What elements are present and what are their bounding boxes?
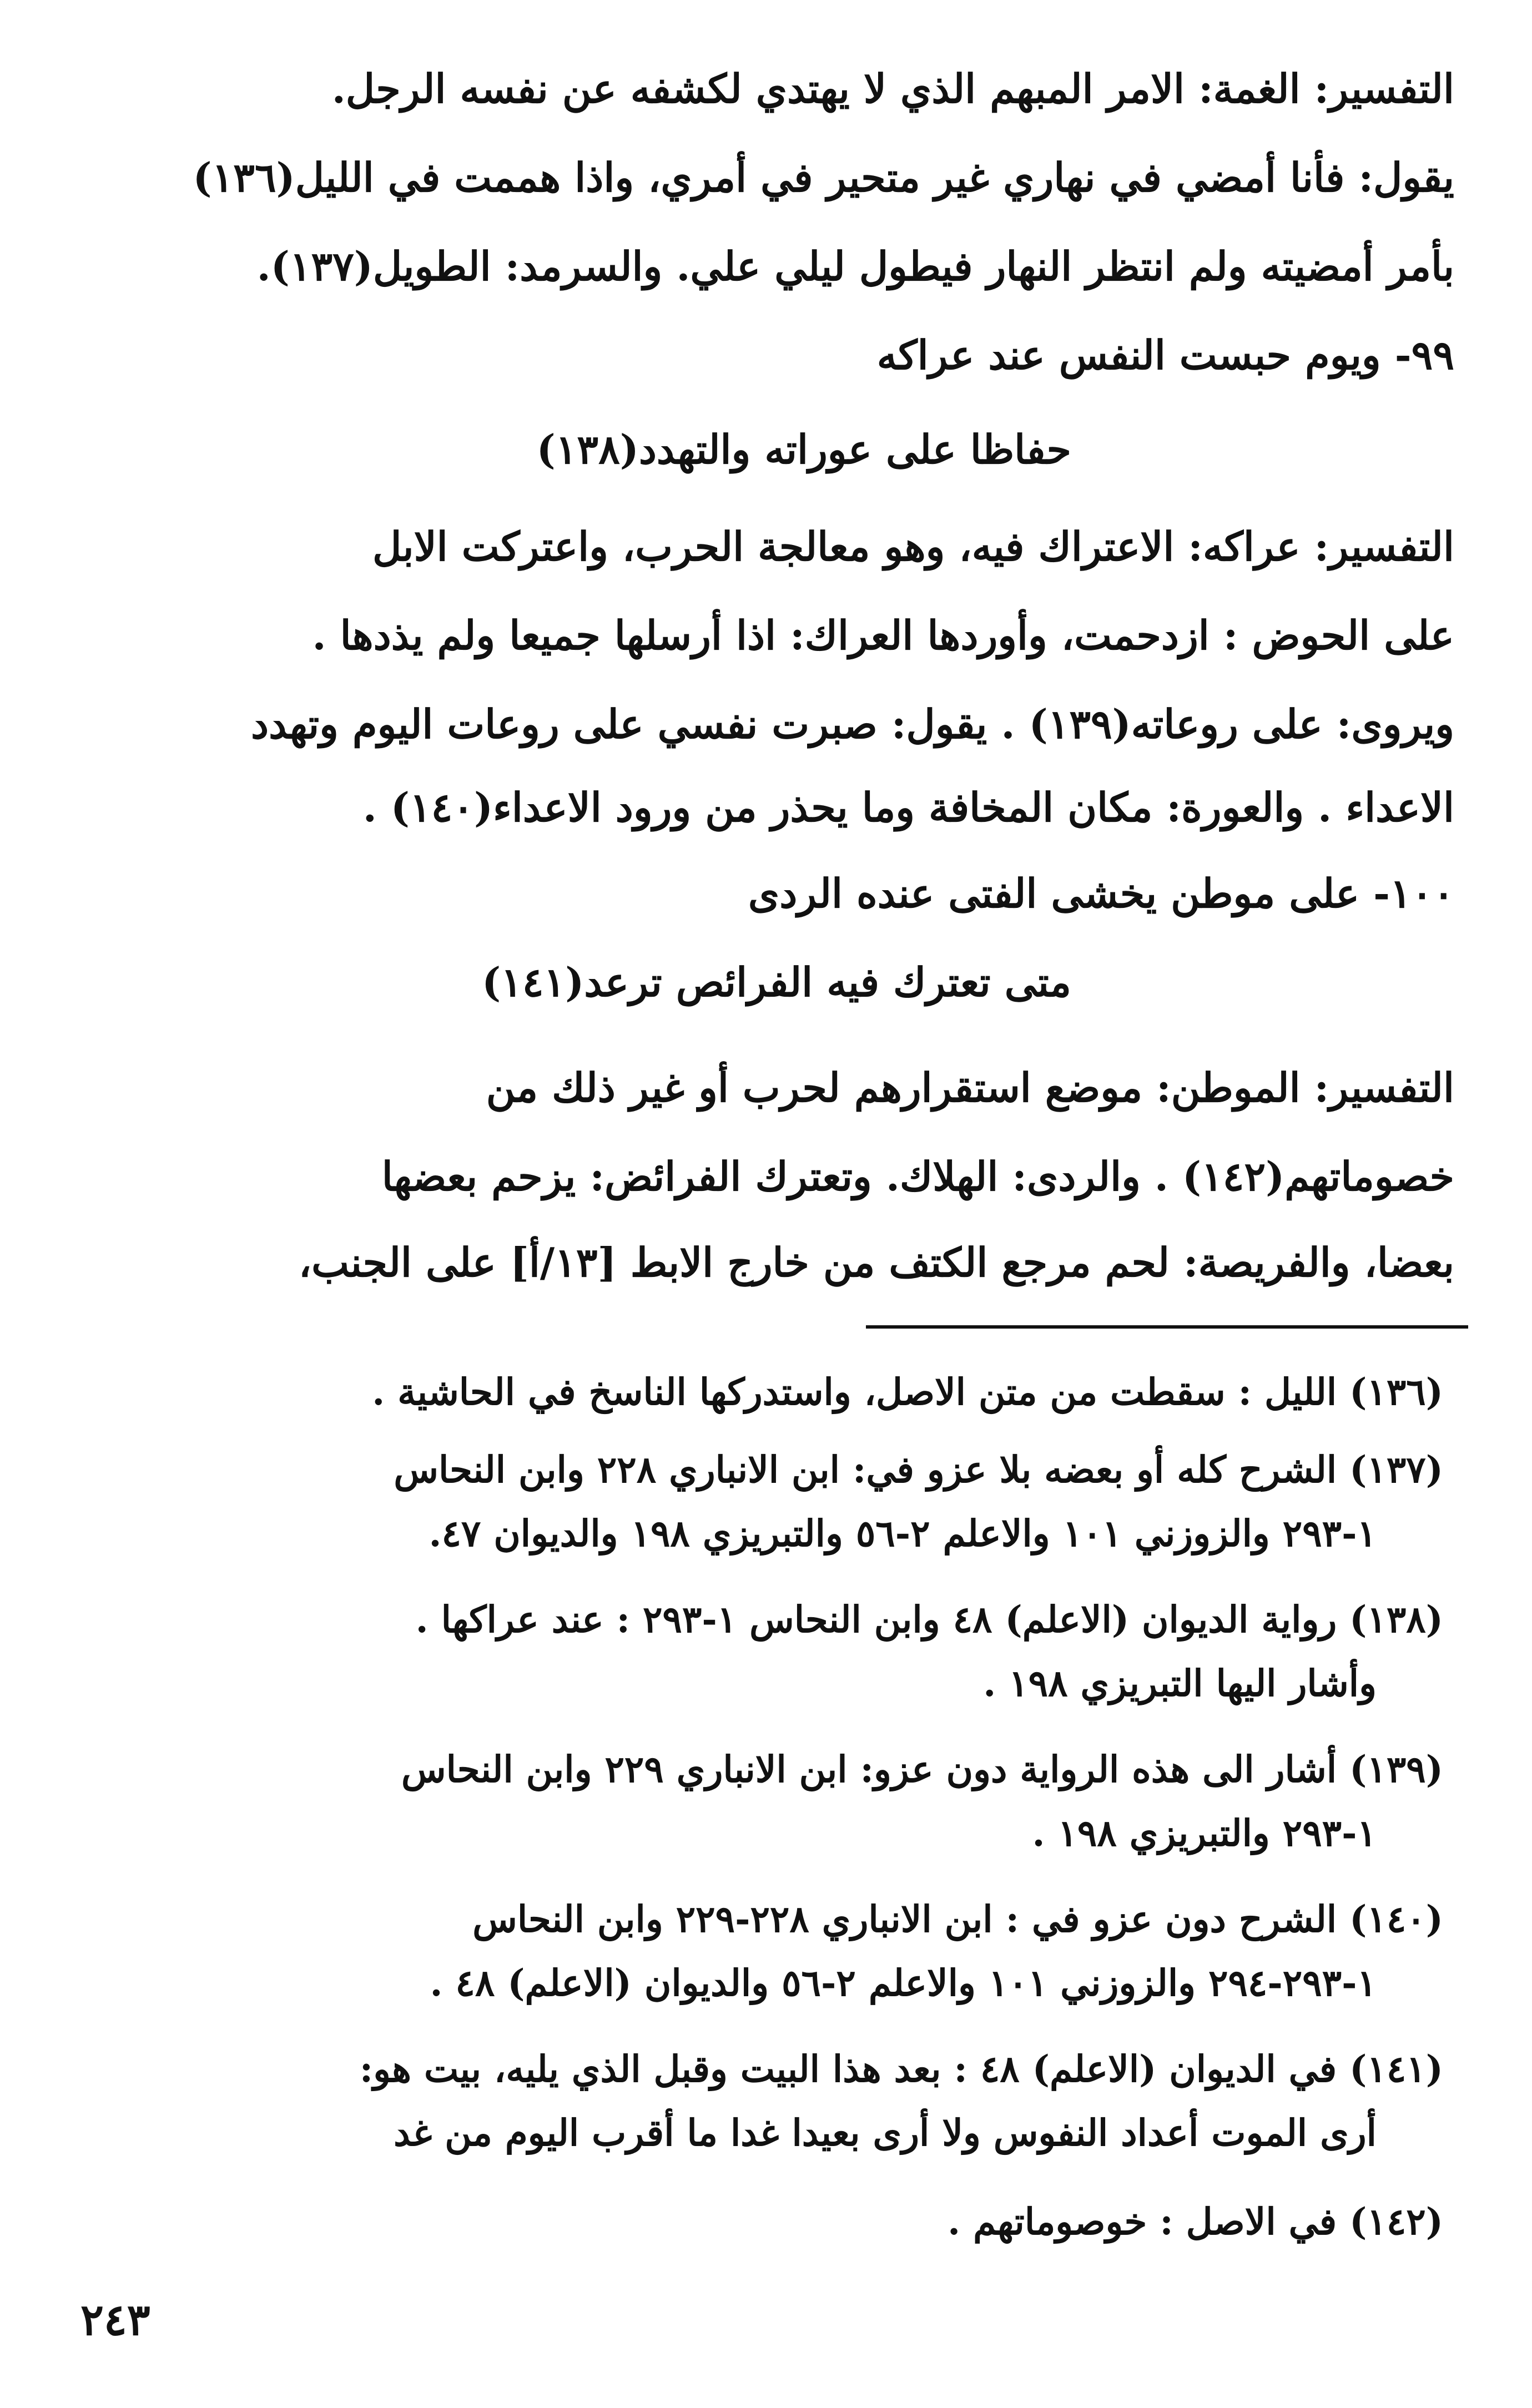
verse-line: ٩٩- ويوم حبست النفس عند عراكه xyxy=(876,331,1454,378)
body-line: التفسير: الموطن: موضع استقرارهم لحرب أو غير ذلك من xyxy=(486,1064,1454,1111)
footnote-139-cont: ١-٢٩٣ والتبريزي ١٩٨ . xyxy=(1032,1811,1377,1855)
body-line: التفسير: الغمة: الامر المبهم الذي لا يهتدي لكشفه عن نفسه الرجل. xyxy=(331,65,1454,112)
body-line: على الحوض : ازدحمت، وأوردها العراك: اذا أرسلها جميعا ولم يذدها . xyxy=(312,612,1454,659)
footnote-141-verse: أرى الموت أعداد النفوس ولا أرى بعيدا غدا ما أقرب اليوم من غد xyxy=(394,2111,1377,2154)
body-line: يقول: فأنا أمضي في نهاري غير متحير في أمري، واذا هممت في الليل(١٣٦) xyxy=(193,154,1454,201)
verse-line: متى تعترك فيه الفرائص ترعد(١٤١) xyxy=(482,958,1071,1006)
footnote-137: (١٣٧) الشرح كله أو بعضه بلا عزو في: ابن الانباري ٢٢٨ وابن النحاس xyxy=(394,1448,1443,1491)
footnote-139: (١٣٩) أشار الى هذه الرواية دون عزو: ابن الانباري ٢٢٩ وابن النحاس xyxy=(401,1748,1443,1791)
footnote-137-cont: ١-٢٩٣ والزوزني ١٠١ والاعلم ٢-٥٦ والتبريزي ١٩٨ والديوان ٤٧. xyxy=(429,1512,1377,1555)
body-line: خصوماتهم(١٤٢) . والردى: الهلاك. وتعترك الفرائض: يزحم بعضها xyxy=(381,1153,1454,1200)
footnote-separator xyxy=(866,1325,1468,1329)
footnote-138-cont: وأشار اليها التبريزي ١٩٨ . xyxy=(983,1662,1377,1705)
footnote-141: (١٤١) في الديوان (الاعلم) ٤٨ : بعد هذا البيت وقبل الذي يليه، بيت هو: xyxy=(359,2047,1443,2091)
body-line: الاعداء . والعورة: مكان المخافة وما يحذر من ورود الاعداء(١٤٠) . xyxy=(362,784,1454,831)
footnote-136: (١٣٦) الليل : سقطت من متن الاصل، واستدركها الناسخ في الحاشية . xyxy=(372,1370,1443,1413)
verse-line: حفاظا على عوراته والتهدد(١٣٨) xyxy=(536,426,1071,473)
body-line: بأمر أمضيته ولم انتظر النهار فيطول ليلي علي. والسرمد: الطويل(١٣٧). xyxy=(256,243,1454,290)
footnote-142: (١٤٢) في الاصل : خوصوماتهم . xyxy=(948,2200,1443,2243)
footnote-140: (١٤٠) الشرح دون عزو في : ابن الانباري ٢٢٨-٢٢٩ وابن النحاس xyxy=(472,1897,1443,1941)
body-line: التفسير: عراكه: الاعتراك فيه، وهو معالجة الحرب، واعتركت الابل xyxy=(372,523,1454,570)
footnote-138: (١٣٨) رواية الديوان (الاعلم) ٤٨ وابن النحاس ١-٢٩٣ : عند عراكها . xyxy=(415,1598,1443,1641)
page-number: ٢٤٣ xyxy=(80,2295,150,2345)
body-line: ويروى: على روعاته(١٣٩) . يقول: صبرت نفسي على روعات اليوم وتهدد xyxy=(251,700,1454,748)
footnote-140-cont: ١-٢٩٣-٢٩٤ والزوزني ١٠١ والاعلم ٢-٥٦ والديوان (الاعلم) ٤٨ . xyxy=(430,1961,1377,2005)
verse-line: ١٠٠- على موطن يخشى الفتى عنده الردى xyxy=(748,870,1454,917)
body-line: بعضا، والفريصة: لحم مرجع الكتف من خارج الابط [١٣/أ] على الجنب، xyxy=(298,1239,1454,1286)
